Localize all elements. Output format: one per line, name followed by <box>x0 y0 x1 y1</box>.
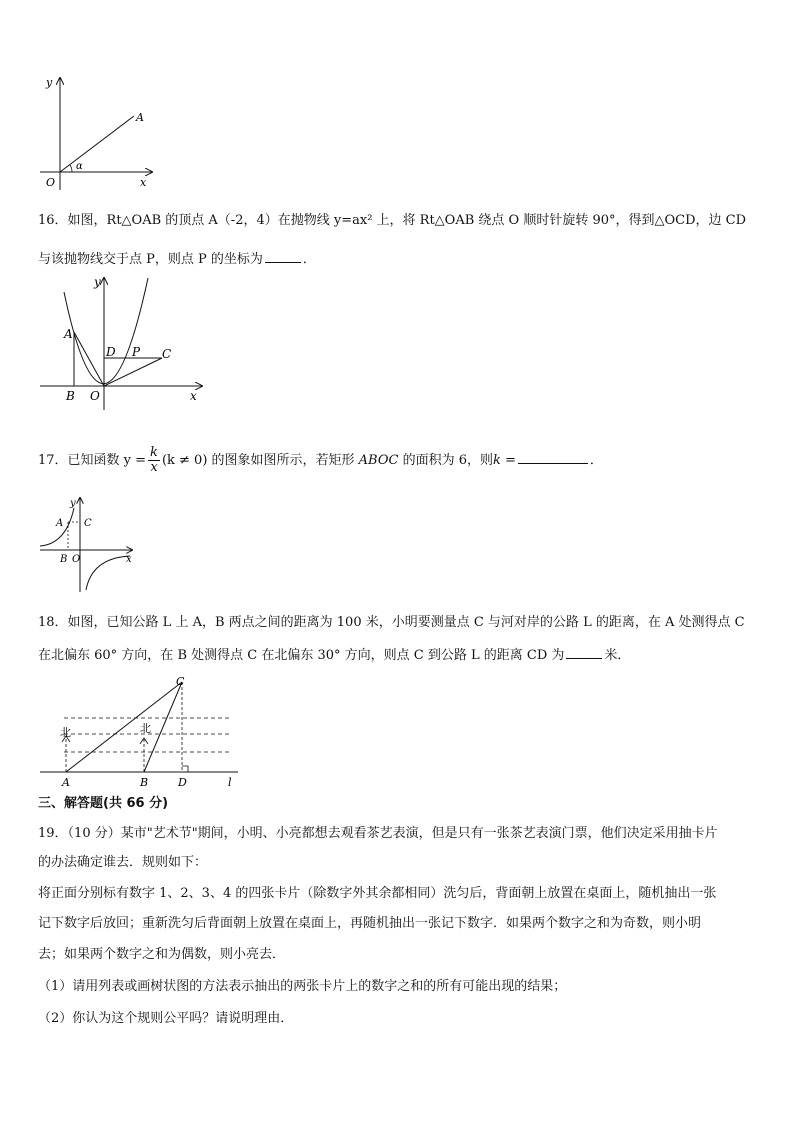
point-a-label: A <box>136 111 144 124</box>
q16-line2 <box>38 250 316 268</box>
point-p-label: P <box>132 345 141 359</box>
figure-angle <box>36 72 166 194</box>
q18-end: 米． <box>604 648 631 663</box>
figure-hyperbola <box>36 494 140 594</box>
x-label: x <box>190 389 197 403</box>
q18-line1: 18．如图，已知公路 L 上 A，B 两点之间的距离为 100 米，小明要测量点 C 与河对岸的公路 L 的距离，在 A 处测得点 C <box>38 615 745 630</box>
north-label-a: 北 <box>60 726 71 739</box>
x-label: x <box>126 554 132 565</box>
q19-sub2: （2）你认为这个规则公平吗？请说明理由． <box>38 1011 294 1026</box>
fraction-denominator: x <box>150 460 158 475</box>
q17-condition: (k ≠ 0) 的图象如图所示，若矩形 <box>161 453 355 468</box>
figure-road <box>36 672 246 792</box>
segment-ao <box>74 332 104 386</box>
q19-sub1: （1）请用列表或画树状图的方法表示抽出的两张卡片上的数字之和的所有可能出现的结果； <box>38 979 567 994</box>
origin-label: O <box>46 176 56 189</box>
point-c-label: C <box>162 347 172 361</box>
ray-oa <box>60 116 134 172</box>
q17-answer-blank[interactable] <box>518 451 588 464</box>
x-label: x <box>140 176 147 189</box>
q19-line2: 的办法确定谁去．规则如下： <box>38 855 208 870</box>
figure-parabola <box>36 272 206 412</box>
point-b-label: B <box>60 554 68 565</box>
q16-answer-blank[interactable] <box>265 250 301 263</box>
segment-oc <box>104 358 162 386</box>
segment-ac <box>66 682 182 772</box>
q19-line3: 将正面分别标有数字 1、2、3、4 的四张卡片（除数字外其余都相同）洗匀后，背面朝上放置在桌面上，随机抽出一张 <box>38 886 717 901</box>
hyperbola-right-branch <box>86 556 130 590</box>
point-b-label: B <box>140 776 149 789</box>
point-o-label: O <box>72 554 81 565</box>
q18-text: 在北偏东 60° 方向，在 B 处测得点 C 在北偏东 30° 方向，则点 C 到公路 L 的距离 CD 为 <box>38 648 565 663</box>
section-title: 三、解答题(共 66 分) <box>38 796 169 811</box>
point-a-label: A <box>62 776 70 789</box>
q18-line2 <box>38 646 630 664</box>
q16-line1: 16．如图，Rt△OAB 的顶点 A（-2，4）在抛物线 y=ax² 上，将 Rt△OAB 绕点 O 顺时针旋转 90°，得到△OCD，边 CD <box>38 213 747 228</box>
angle-label: α <box>76 161 83 172</box>
right-angle-mark <box>182 766 188 772</box>
y-label: y <box>70 498 76 509</box>
point-o-label: O <box>90 389 100 403</box>
q16-end: ． <box>302 252 316 267</box>
angle-arc <box>70 165 72 172</box>
parabola <box>64 278 148 384</box>
y-label: y <box>46 76 53 89</box>
q17-fraction <box>148 446 160 475</box>
q19-line5: 去；如果两个数字之和为偶数，则小亮去． <box>38 947 286 962</box>
north-label-b: 北 <box>140 722 151 735</box>
point-d-label: D <box>106 345 116 359</box>
q17-line <box>38 446 603 476</box>
q19-line4: 记下数字后放回；重新洗匀后背面朝上放置在桌面上，再随机抽出一张记下数字．如果两个数字之和为奇数，则小明 <box>38 916 702 931</box>
q17-k: k = <box>493 453 516 468</box>
q17-text-mid: 的面积为 6，则 <box>402 453 494 468</box>
q17-text-pre: 17．已知函数 y = <box>38 453 147 468</box>
point-c-label: C <box>176 675 185 688</box>
point-c-label: C <box>84 518 92 529</box>
point-d-label: D <box>178 776 187 789</box>
fraction-numerator: k <box>150 445 158 460</box>
q17-end: ． <box>589 453 603 468</box>
q19-line1: 19．（10 分）某市"艺术节"期间，小明、小亮都想去观看茶艺表演，但是只有一张茶艺表演门票，他们决定采用抽卡片 <box>38 826 718 841</box>
point-b-label: B <box>66 389 75 403</box>
point-a-label: A <box>64 327 73 341</box>
road-label: l <box>228 776 232 789</box>
y-label: y <box>94 275 101 289</box>
q16-text: 与该抛物线交于点 P，则点 P 的坐标为 <box>38 252 263 267</box>
q18-answer-blank[interactable] <box>566 646 602 659</box>
point-a-label: A <box>56 518 64 529</box>
q17-rect-name: ABOC <box>358 453 399 468</box>
